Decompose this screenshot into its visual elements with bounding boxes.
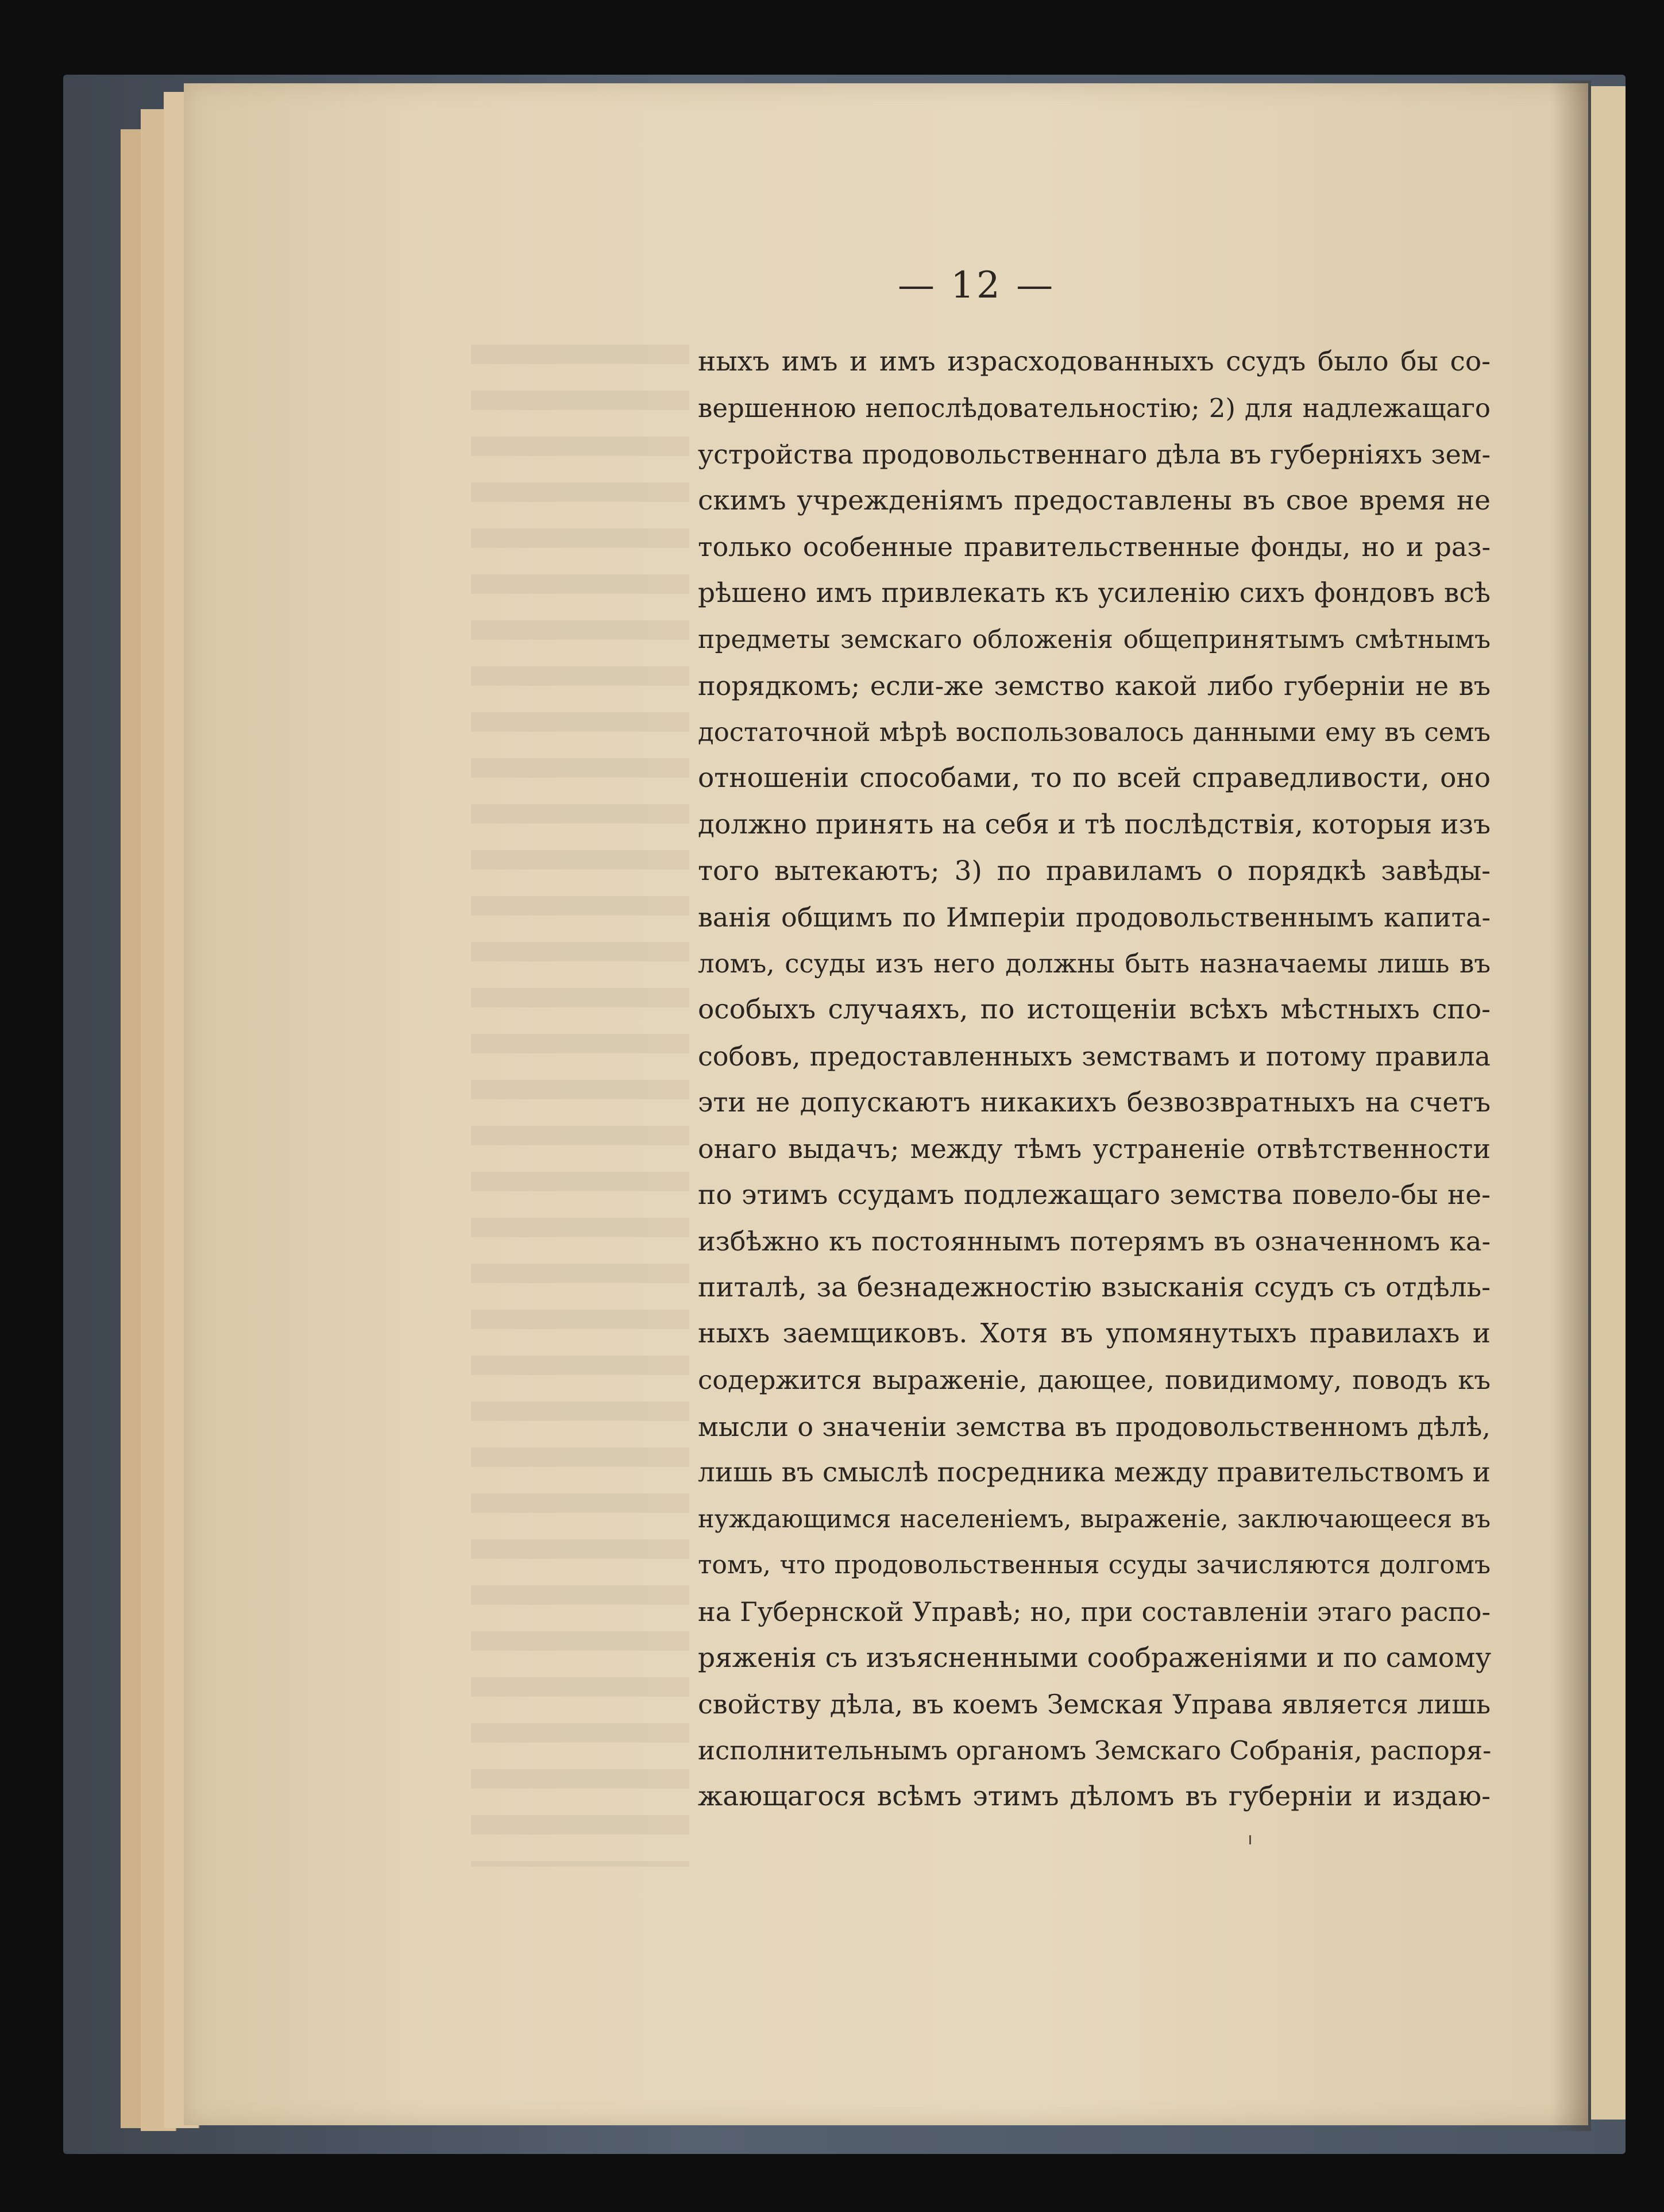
text-line: мысли о значеніи земства въ продовольственномъ дѣлѣ, — [698, 1411, 1491, 1442]
text-line: свойству дѣла, въ коемъ Земская Управа является лишь — [698, 1689, 1491, 1720]
text-line: нуждающимся населеніемъ, выраженіе, заключающееся въ — [698, 1504, 1491, 1534]
text-line: отношеніи способами, то по всей справедливости, оно — [698, 762, 1491, 794]
text-line: скимъ учрежденіямъ предоставлены въ свое время не — [698, 484, 1491, 516]
text-line: устройства продовольственнаго дѣла въ губерніяхъ зем- — [698, 439, 1491, 470]
text-line: ломъ, ссуды изъ него должны быть назначаемы лишь въ — [698, 948, 1491, 979]
text-line: лишь въ смыслѣ посредника между правительствомъ и — [698, 1457, 1491, 1489]
text-line: собовъ, предоставленныхъ земствамъ и потому правила — [698, 1040, 1491, 1072]
text-line: жающагося всѣмъ этимъ дѣломъ въ губерніи и издаю- — [698, 1781, 1491, 1813]
text-line: рѣшено имъ привлекать къ усиленію сихъ фондовъ всѣ — [698, 577, 1491, 609]
text-line: эти не допускаютъ никакихъ безвозвратныхъ на счетъ — [698, 1086, 1491, 1118]
text-line: ныхъ имъ и имъ израсходованныхъ ссудъ было бы со- — [698, 346, 1491, 377]
body-text — [698, 339, 1491, 1820]
text-line: достаточной мѣрѣ воспользовалось данными ему въ семъ — [698, 716, 1491, 747]
text-line: ныхъ заемщиковъ. Хотя въ упомянутыхъ правилахъ и — [698, 1318, 1491, 1350]
text-line: онаго выдачъ; между тѣмъ устраненіе отвѣтственности — [698, 1133, 1491, 1165]
text-line: томъ, что продовольственныя ссуды зачисляются долгомъ — [698, 1550, 1491, 1580]
text-line: предметы земскаго обложенія общепринятымъ смѣтнымъ — [698, 624, 1491, 654]
text-line: особыхъ случаяхъ, по истощеніи всѣхъ мѣстныхъ спо- — [698, 994, 1491, 1026]
facing-page-edge — [1591, 86, 1626, 2120]
text-line: порядкомъ; если-же земство какой либо губерніи не въ — [698, 670, 1491, 702]
book-gutter — [1551, 80, 1591, 2131]
text-line: ряженія съ изъясненными соображеніями и по самому — [698, 1642, 1492, 1674]
print-mark — [1249, 1835, 1251, 1844]
bleed-through-text — [471, 345, 689, 1867]
text-line: ванія общимъ по Имперіи продовольственнымъ капита- — [698, 902, 1491, 933]
text-line: избѣжно къ постояннымъ потерямъ въ означенномъ ка- — [698, 1226, 1491, 1257]
text-line: исполнительнымъ органомъ Земскаго Собранія, распоря- — [698, 1735, 1492, 1766]
text-line: на Губернской Управѣ; но, при составленіи этаго распо- — [698, 1596, 1491, 1628]
text-line: вершенною непослѣдовательностію; 2) для надлежащаго — [698, 392, 1491, 423]
page-number: — 12 — — [897, 264, 1056, 307]
text-line: того вытекаютъ; 3) по правиламъ о порядкѣ завѣды- — [698, 855, 1491, 887]
text-line: питалѣ, за безнадежностію взысканія ссудъ съ отдѣль- — [698, 1271, 1491, 1303]
text-line: только особенные правительственные фонды, но и раз- — [698, 531, 1491, 563]
text-line: по этимъ ссудамъ подлежащаго земства повело-бы не- — [698, 1179, 1491, 1211]
text-line: должно принять на себя и тѣ послѣдствія, которыя изъ — [698, 808, 1491, 840]
text-line: содержится выраженіе, дающее, повидимому, поводъ къ — [698, 1365, 1491, 1396]
